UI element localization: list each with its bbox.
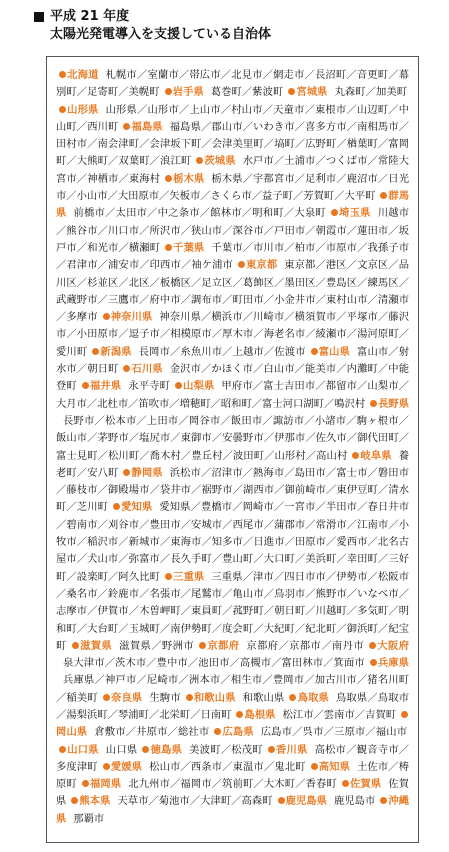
year-label: 平成 21 年度: [50, 9, 130, 24]
square-bullet-icon: [34, 12, 44, 22]
prefecture-name: 奈良県: [110, 691, 143, 704]
municipality-names: 甲府市／富士吉田市／都留市／山梨市／大月市／北杜市／笛吹市／増穂町／昭和町／富士河口湖町／鳴沢村: [56, 380, 410, 410]
prefecture-name: 岐阜県: [360, 449, 392, 462]
year-heading: [34, 8, 424, 26]
bullet-dot-icon: [59, 746, 66, 753]
prefecture-name: 島根県: [244, 708, 276, 721]
prefecture-name: 富山県: [318, 345, 351, 358]
prefecture-name: 三重県: [173, 570, 205, 583]
bullet-dot-icon: [165, 244, 172, 251]
prefecture-name: 福岡県: [89, 778, 122, 791]
prefecture-name: 北海道: [67, 69, 99, 81]
page-header: [34, 8, 424, 44]
prefecture-name: 愛媛県: [110, 760, 143, 773]
bullet-dot-icon: [370, 659, 377, 666]
bullet-dot-icon: [175, 382, 182, 389]
municipality-names: 長岡市／糸魚川市／上越市／佐渡市: [138, 345, 306, 358]
bullet-dot-icon: [370, 400, 377, 407]
municipality-names: 丸森町／加美町: [334, 86, 408, 99]
prefecture-name: 岩手県: [172, 86, 204, 99]
prefecture-name: 広島県: [222, 726, 254, 739]
bullet-dot-icon: [380, 797, 387, 804]
municipality-names: 天草市／菊池市／大津町／高森町: [117, 795, 273, 808]
bullet-dot-icon: [103, 763, 110, 770]
municipality-names: 三重県／津市／四日市市／伊勢市／松阪市／桑名市／鈴鹿市／名張市／尾鷲市／亀山市／鳥羽市／熊野市／いなべ市／志摩市／伊賀市／木曽岬町／東員町／菰野町／朝日町／川越町／多気町／明和町／大台町／玉城町／南伊勢町／度会町／大紀町／紀北町／御浜町／紀宝町: [56, 570, 409, 652]
bullet-dot-icon: [352, 452, 359, 459]
municipality-names: 北九州市／福岡市／筑前町／大木町／香春町: [128, 778, 337, 791]
bullet-dot-icon: [186, 694, 193, 701]
prefecture-name: 愛知県: [121, 501, 153, 514]
bullet-dot-icon: [59, 71, 66, 78]
prefecture-name: 岡山県: [56, 726, 88, 739]
prefecture-name: 香川県: [275, 743, 308, 756]
bullet-dot-icon: [236, 711, 243, 718]
bullet-dot-icon: [82, 780, 89, 787]
bullet-dot-icon: [238, 261, 245, 268]
bullet-dot-icon: [268, 746, 275, 753]
prefecture-name: 長野県: [378, 397, 410, 410]
bullet-dot-icon: [71, 797, 78, 804]
municipality-names: 鳥取県／鳥取市／湯梨浜町／琴浦町／北栄町／日南町: [56, 691, 409, 721]
prefecture-name: 大阪府: [376, 639, 410, 652]
prefecture-name: 山口県: [67, 743, 99, 756]
municipality-names: 土佐市／梼原町: [56, 760, 410, 791]
municipality-names: 福島県／郡山市／いわき市／喜多方市／南相馬市／田村市／南会津町／会津坂下町／会津美里町／塙町／広野町／楢葉町／富岡町／大熊町／双葉町／浪江町: [56, 120, 409, 168]
bullet-dot-icon: [103, 313, 110, 320]
bullet-dot-icon: [214, 728, 221, 735]
municipality-names: 愛知県／豊橋市／岡崎市／一宮市／半田市／春日井市／碧南市／刈谷市／豊田市／安城市／西尾市／蒲郡市／常滑市／江南市／小牧市／稲沢市／新城市／東海市／知多市／日進市／田原市／愛西市／北名古屋市／犬山市／弥富市／長久手町／豊山町／大口町／美浜町／幸田町／三好町／設楽町／阿久比町: [56, 501, 409, 583]
bullet-dot-icon: [311, 763, 318, 770]
bullet-dot-icon: [199, 642, 206, 649]
bullet-dot-icon: [82, 382, 89, 389]
prefecture-name: 静岡県: [131, 466, 163, 479]
bullet-dot-icon: [289, 694, 296, 701]
municipality-names: 美波町／松茂町: [189, 743, 263, 756]
prefecture-name: 鹿児島県: [285, 795, 327, 808]
municipality-names: 生駒市: [149, 691, 181, 704]
prefecture-name: 沖縄県: [56, 795, 410, 825]
municipality-names: 千葉市／市川市／柏市／市原市／我孫子市／君津市／浦安市／印西市／袖ケ浦市: [56, 241, 409, 272]
bullet-dot-icon: [123, 365, 130, 372]
municipality-names: 東京都／港区／文京区／品川区／杉並区／北区／板橋区／足立区／葛飾区／墨田区／豊島区／練馬区／武蔵野市／三鷹市／府中市／調布市／町田市／小金井市／東村山市／清瀬市／多摩市: [56, 259, 409, 324]
prefecture-name: 兵庫県: [377, 657, 409, 670]
prefecture-name: 埼玉県: [338, 207, 371, 220]
prefecture-name: 石川県: [131, 363, 163, 376]
municipality-names: 和歌山県: [242, 691, 285, 704]
municipality-names: 札幌市／室蘭市／帯広市／北見市／網走市／長沼町／音更町／幕別町／足寄町／美幌町: [56, 69, 409, 99]
municipality-names: 高松市／観音寺市／多度津町: [56, 743, 410, 773]
prefecture-name: 神奈川県: [110, 311, 153, 324]
prefecture-name: 新潟県: [100, 345, 132, 358]
municipality-list-box: [46, 56, 419, 843]
municipality-names: 栃木県／宇都宮市／足利市／鹿沼市／日光市／小山市／大田原市／矢板市／さくら市／益子町／芳賀町／大平町: [56, 172, 409, 203]
municipality-names: 富山市／射水市／朝日町: [56, 345, 410, 376]
municipality-names: 倉敷市／井原市／総社市: [94, 726, 210, 739]
municipality-names: 那覇市: [73, 812, 105, 825]
prefecture-name: 千葉県: [173, 241, 205, 254]
bullet-dot-icon: [288, 88, 295, 95]
prefecture-name: 福島県: [131, 120, 163, 133]
bullet-dot-icon: [123, 469, 130, 476]
bullet-dot-icon: [72, 642, 79, 649]
bullet-dot-icon: [165, 573, 172, 580]
municipality-list: [56, 67, 409, 828]
prefecture-name: 高知県: [318, 760, 350, 773]
prefecture-name: 東京都: [245, 259, 278, 272]
bullet-dot-icon: [165, 88, 172, 95]
municipality-names: 永平寺町: [128, 380, 170, 393]
municipality-names: 佐賀県: [56, 778, 410, 808]
prefecture-name: 栃木県: [173, 172, 205, 185]
municipality-names: 山口県: [105, 743, 138, 756]
bullet-dot-icon: [196, 157, 203, 164]
municipality-names: 滋賀県／野洲市: [119, 639, 194, 652]
prefecture-name: 鳥取県: [297, 691, 329, 704]
municipality-names: 養老町／安八町: [56, 449, 409, 479]
bullet-dot-icon: [331, 209, 338, 216]
prefecture-name: 福井県: [89, 380, 122, 393]
municipality-names: 前橋市／太田市／中之条市／館林市／明和町／大泉町: [73, 207, 326, 220]
municipality-names: 広島市／呉市／三原市／福山市: [260, 726, 408, 739]
bullet-dot-icon: [113, 503, 120, 510]
municipality-names: 松江市／雲南市／吉賀町: [282, 708, 397, 721]
bullet-dot-icon: [123, 123, 130, 130]
page-title: 太陽光発電導入を支援している自治体: [50, 27, 272, 42]
prefecture-name: 宮城県: [296, 86, 328, 99]
prefecture-name: 茨城県: [204, 155, 236, 168]
bullet-dot-icon: [380, 192, 387, 199]
bullet-dot-icon: [369, 642, 376, 649]
bullet-dot-icon: [401, 711, 408, 718]
prefecture-name: 徳島県: [150, 743, 183, 756]
bullet-dot-icon: [103, 694, 110, 701]
prefecture-name: 山形県: [67, 103, 99, 116]
bullet-dot-icon: [342, 780, 349, 787]
municipality-names: 泉大津市／茨木市／豊中市／池田市／高槻市／富田林市／箕面市: [63, 657, 365, 670]
bullet-dot-icon: [92, 348, 99, 355]
prefecture-name: 和歌山県: [193, 691, 236, 704]
municipality-names: 兵庫県／神戸市／尼崎市／洲本市／相生市／豊岡市／加古川市／猪名川町／稲美町: [56, 674, 409, 704]
prefecture-name: 群馬県: [56, 190, 410, 220]
bullet-dot-icon: [278, 797, 285, 804]
bullet-dot-icon: [311, 348, 318, 355]
municipality-names: 山形県／山形市／上山市／村山市／天童市／東根市／山辺町／中山町／西川町: [56, 103, 409, 133]
bullet-dot-icon: [59, 106, 66, 113]
municipality-names: 川越市／熊谷市／川口市／所沢市／狭山市／深谷市／戸田市／朝霞市／蓮田市／坂戸市／和光市／横瀬町: [56, 207, 410, 254]
municipality-names: 京都府／京都市／南丹市: [246, 639, 364, 652]
prefecture-name: 熊本県: [79, 795, 111, 808]
municipality-names: 水戸市／土浦市／つくば市／常陸大宮市／神栖市／東海村: [56, 155, 409, 185]
prefecture-name: 山梨県: [183, 380, 215, 393]
bullet-dot-icon: [165, 175, 172, 182]
municipality-names: 長野市／松本市／上田市／岡谷市／飯田市／諏訪市／小諸市／駒ヶ根市／飯山市／茅野市／塩尻市／東御市／安曇野市／伊那市／佐久市／御代田町／富士見町／松川町／喬木村／豊丘村／波田町／山形村／高山村: [56, 414, 409, 462]
municipality-names: 鹿児島市: [333, 795, 376, 808]
prefecture-name: 佐賀県: [349, 778, 382, 791]
municipality-names: 浜松市／沼津市／熱海市／島田市／富士市／磐田市／藤枝市／御殿場市／袋井市／裾野市／湖西市／御前崎市／東伊豆町／清水町／芝川町: [56, 466, 409, 514]
municipality-names: 金沢市／かほく市／白山市／能美市／内灘町／中能登町: [56, 363, 409, 393]
prefecture-name: 滋賀県: [79, 639, 113, 652]
municipality-names: 葛巻町／紫波町: [210, 86, 284, 99]
municipality-names: 松山市／西条市／東温市／鬼北町: [149, 760, 306, 773]
bullet-dot-icon: [142, 746, 149, 753]
prefecture-name: 京都府: [206, 639, 240, 652]
municipality-names: 神奈川県／横浜市／川崎市／横須賀市／平塚市／藤沢市／小田原市／逗子市／相模原市／厚木市／海老名市／綾瀬市／湯河原町／愛川町: [56, 311, 409, 358]
